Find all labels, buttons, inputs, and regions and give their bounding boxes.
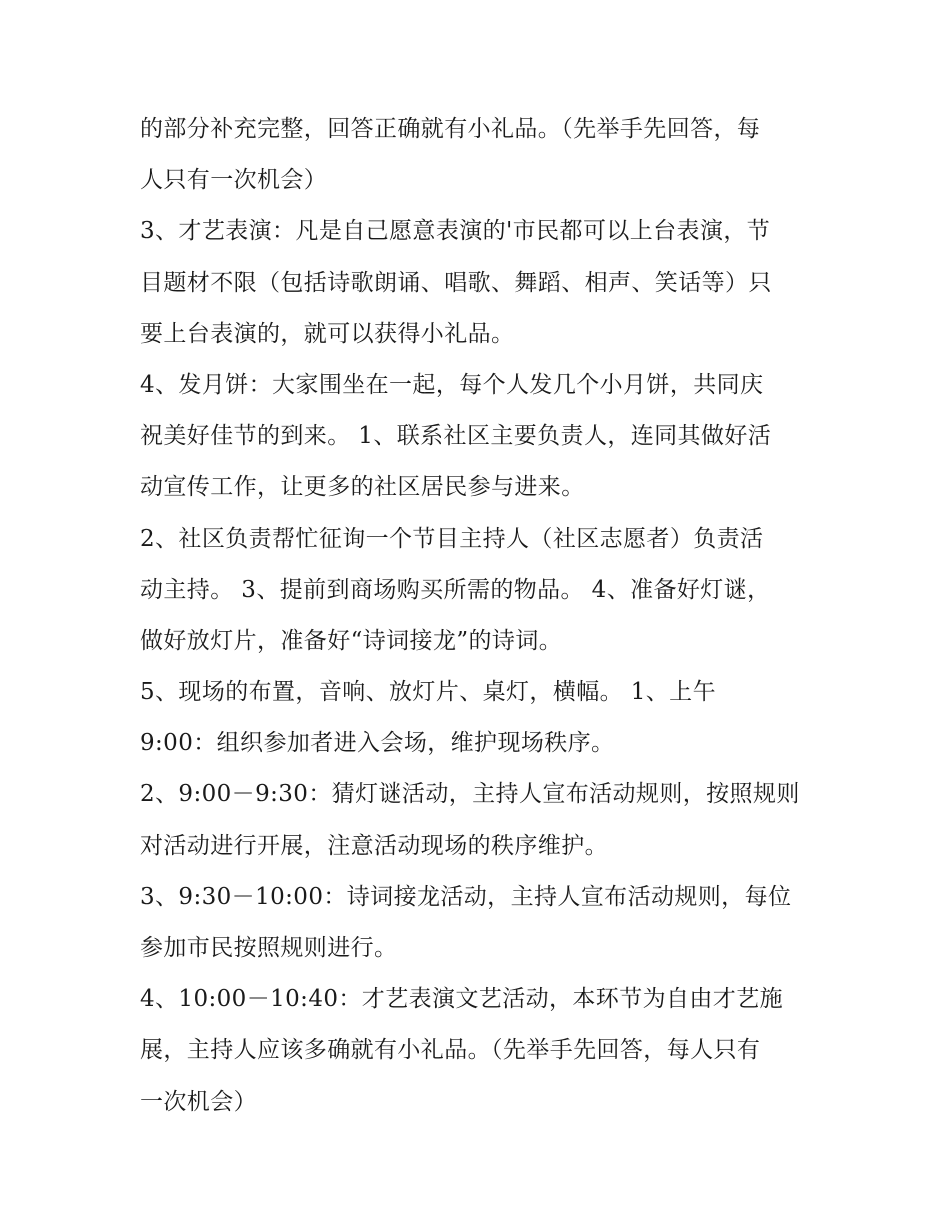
text-line: 对活动进行开展，注意活动现场的秩序维护。 — [140, 832, 608, 859]
text-line: 参加市民按照规则进行。 — [140, 935, 398, 961]
text-line: 的部分补充完整，回答正确就有小礼品。（先举手先回答，每 — [140, 116, 761, 142]
text-line: 3、9:30－10:00：诗词接龙活动，主持人宣布活动规则，每位 — [140, 883, 792, 910]
text-line: 要上台表演的，就可以获得小礼品。 — [140, 320, 515, 347]
text-line: 做好放灯片，准备好“诗词接龙”的诗词。 — [140, 627, 563, 654]
text-line: 动宣传工作，让更多的社区居民参与进来。 — [140, 474, 585, 501]
text-line: 2、社区负责帮忙征询一个节目主持人（社区志愿者）负责活 — [140, 525, 764, 552]
text-line: 动主持。 3、提前到商场购买所需的物品。 4、准备好灯谜， — [140, 576, 771, 603]
text-line: 4、10:00－10:40：才艺表演文艺活动，本环节为自由才艺施 — [140, 986, 783, 1013]
text-line: 展，主持人应该多确就有小礼品。（先举手先回答，每人只有 — [140, 1037, 761, 1064]
text-line: 人只有一次机会） — [140, 167, 328, 194]
text-line: 4、发月饼：大家围坐在一起，每个人发几个小月饼，共同庆 — [140, 371, 764, 398]
text-line: 祝美好佳节的到来。 1、联系社区主要负责人，连同其做好活 — [140, 423, 772, 450]
text-line: 9:00：组织参加者进入会场，维护现场秩序。 — [140, 730, 615, 757]
text-line: 2、9:00－9:30：猜灯谜活动，主持人宣布活动规则，按照规则 — [140, 781, 800, 808]
text-line: 3、才艺表演：凡是自己愿意表演的'市民都可以上台表演，节 — [140, 218, 771, 245]
text-line: 目题材不限（包括诗歌朗诵、唱歌、舞蹈、相声、笑话等）只 — [140, 269, 772, 296]
text-line: 5、现场的布置，音响、放灯片、桌灯，横幅。 1、上午 — [140, 679, 716, 706]
document-body — [140, 104, 820, 1128]
text-line: 一次机会） — [140, 1088, 257, 1115]
